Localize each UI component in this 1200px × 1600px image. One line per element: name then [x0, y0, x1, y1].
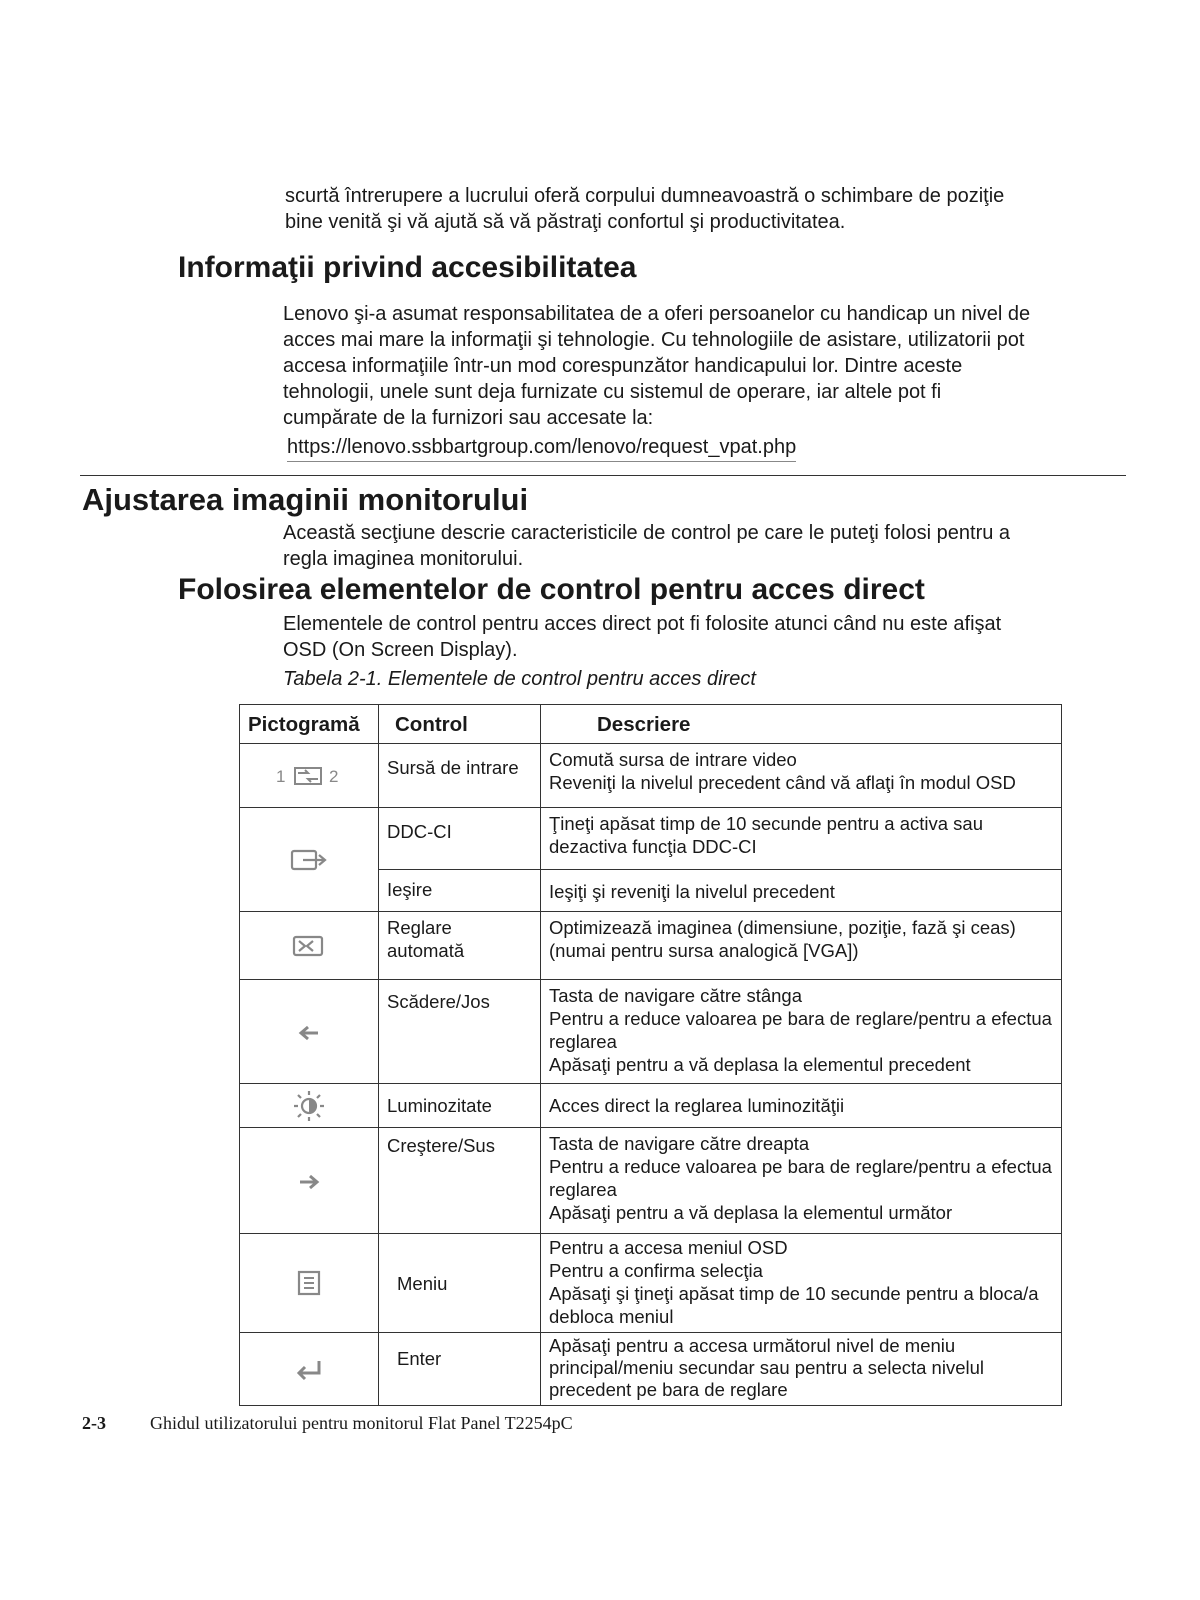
table-row: [240, 1333, 1062, 1406]
accessibility-line: acces mai mare la informaţii şi tehnologie. Cu tehnologiile de asistare, utilizatorii pot: [283, 329, 1025, 351]
table-caption: Tabela 2-1. Elementele de control pentru acces direct: [283, 668, 756, 690]
intro-paragraph: [285, 183, 1145, 235]
description-line: Tasta de navigare către stânga: [549, 985, 802, 1006]
arrow-left-icon: [297, 1025, 321, 1041]
accessibility-heading: Informaţii privind accesibilitatea: [178, 251, 637, 284]
description-cell: [541, 870, 1062, 912]
menu-icon: [296, 1269, 322, 1297]
footer-title: Ghidul utilizatorului pentru monitorul Flat Panel T2254pC: [150, 1413, 573, 1433]
accessibility-line: Lenovo şi-a asumat responsabilitatea de a oferi persoanelor cu handicap un nivel de: [283, 303, 1031, 325]
icon-cell: [240, 1333, 379, 1406]
control-cell: Luminozitate: [379, 1084, 541, 1128]
description-line: Ieşiţi şi reveniţi la nivelul precedent: [549, 881, 835, 902]
description-cell: [541, 1234, 1062, 1333]
description-line: Reveniţi la nivelul precedent când vă aflaţi în modul OSD: [549, 772, 1016, 793]
direct-heading: Folosirea elementelor de control pentru acces direct: [178, 573, 925, 606]
description-line: Pentru a reduce valoarea pe bara de reglare/pentru a efectua reglarea: [549, 1008, 1052, 1052]
description-line: Apăsaţi şi ţineţi apăsat timp de 10 secunde pentru a bloca/a debloca meniul: [549, 1283, 1039, 1327]
header-control: Control: [379, 705, 541, 744]
table-row: [240, 912, 1062, 980]
table-row: [240, 1084, 1062, 1128]
accessibility-line: accesa informaţiile într-un mod corespunzător handicapului lor. Dintre aceste: [283, 355, 963, 377]
description-cell: [541, 980, 1062, 1084]
table-row: [240, 980, 1062, 1084]
description-line: Apăsaţi pentru a vă deplasa la elementul următor: [549, 1202, 953, 1223]
control-cell: Enter: [379, 1333, 541, 1406]
table-row: [240, 1128, 1062, 1234]
section-divider: [80, 475, 1126, 476]
accessibility-paragraph: [283, 301, 1143, 431]
header-description: Descriere: [541, 705, 1062, 744]
control-cell: Meniu: [379, 1234, 541, 1333]
control-cell: Sursă de intrare: [379, 744, 541, 808]
description-line: Pentru a reduce valoarea pe bara de reglare/pentru a efectua reglarea: [549, 1156, 1052, 1200]
description-cell: [541, 1128, 1062, 1234]
intro-line: scurtă întrerupere a lucrului oferă corpului dumneavoastră o schimbare de poziţie: [285, 185, 1005, 207]
description-line: Pentru a confirma selecţia: [549, 1260, 763, 1281]
icon-cell: [240, 808, 379, 912]
page-number: 2-3: [82, 1413, 106, 1433]
direct-paragraph: [283, 611, 1143, 663]
adjust-line: Această secţiune descrie caracteristicile de control pe care le puteţi folosi pentru a: [283, 522, 1011, 544]
control-cell: Creştere/Sus: [379, 1128, 541, 1234]
icon-cell: [240, 912, 379, 980]
brightness-icon: [292, 1089, 326, 1123]
vpat-link[interactable]: https://lenovo.ssbbartgroup.com/lenovo/request_vpat.php: [287, 434, 796, 462]
adjust-heading: Ajustarea imaginii monitorului: [82, 482, 529, 517]
input-source-label: 2: [329, 766, 339, 786]
icon-cell: [240, 1234, 379, 1333]
table-row: [240, 1234, 1062, 1333]
auto-adjust-icon: [291, 933, 327, 959]
arrow-right-icon: [297, 1174, 321, 1190]
icon-cell: [240, 1084, 379, 1128]
description-line: Acces direct la reglarea luminozităţii: [549, 1095, 845, 1116]
enter-icon: [294, 1358, 324, 1382]
control-cell: Scădere/Jos: [379, 980, 541, 1084]
adjust-paragraph: [283, 520, 1143, 572]
table-row: [240, 808, 1062, 870]
icon-cell: [240, 1128, 379, 1234]
description-line: Optimizează imaginea (dimensiune, poziţie, fază şi ceas) (numai pentru sursa analogică [VGA]): [549, 917, 1016, 961]
description-cell: [541, 1084, 1062, 1128]
description-line: Comută sursa de intrare video: [549, 749, 797, 770]
control-cell: Ieşire: [379, 870, 541, 912]
input-source-icon: [274, 763, 344, 789]
page-footer: [82, 1413, 573, 1434]
description-line: Apăsaţi pentru a vă deplasa la elementul precedent: [549, 1054, 971, 1075]
intro-line: bine venită şi vă ajută să vă păstraţi confortul şi productivitatea.: [285, 211, 846, 233]
description-line: Apăsaţi pentru a accesa următorul nivel de meniu principal/meniu secundar sau pentru a selecta nivelul precedent pe bara de reglare: [549, 1335, 985, 1400]
controls-table: [239, 704, 1062, 1406]
header-icon: Pictogramă: [240, 705, 379, 744]
description-cell: [541, 1333, 1062, 1406]
adjust-line: regla imaginea monitorului.: [283, 548, 524, 570]
control-cell: Reglare automată: [379, 912, 541, 980]
exit-icon: [289, 847, 329, 873]
direct-line: OSD (On Screen Display).: [283, 639, 518, 661]
description-line: Ţineţi apăsat timp de 10 secunde pentru a activa sau dezactiva funcţia DDC-CI: [549, 813, 983, 857]
input-source-label: 1: [276, 766, 286, 786]
description-cell: [541, 744, 1062, 808]
direct-line: Elementele de control pentru acces direct pot fi folosite atunci când nu este afişat: [283, 613, 1002, 635]
table-row: [240, 744, 1062, 808]
description-line: Pentru a accesa meniul OSD: [549, 1237, 788, 1258]
description-cell: [541, 808, 1062, 870]
accessibility-line: cumpărate de la furnizori sau accesate la:: [283, 407, 654, 429]
description-cell: [541, 912, 1062, 980]
control-cell: DDC-CI: [379, 808, 541, 870]
icon-cell: [240, 980, 379, 1084]
icon-cell: [240, 744, 379, 808]
description-line: Tasta de navigare către dreapta: [549, 1133, 810, 1154]
accessibility-line: tehnologii, unele sunt deja furnizate cu sistemul de operare, iar altele pot fi: [283, 381, 942, 403]
table-header-row: [240, 705, 1062, 744]
